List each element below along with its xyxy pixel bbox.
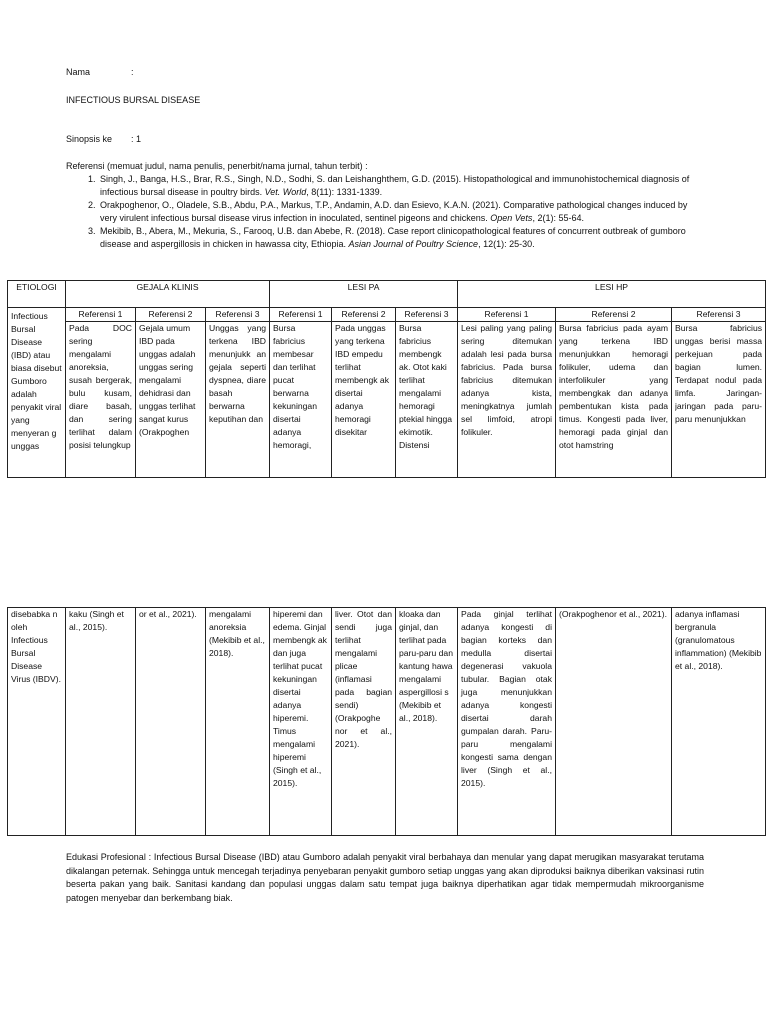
sinopsis-label: Sinopsis ke <box>66 134 113 144</box>
reference-journal: Open Vets <box>490 213 533 223</box>
table-cell: Bursa fabricius membengk ak. Otot kaki terlihat mengalami hemoragi ptekial hingga ekimotik. Distensi <box>396 322 458 478</box>
subheader-cell: Referensi 1 <box>458 308 556 322</box>
etiologi-cell: Infectious Bursal Disease (IBD) atau biasa disebut Gumboro adalah penyakit viral yang menyeran g unggas <box>8 308 66 478</box>
reference-journal: Asian Journal of Poultry Science <box>348 239 479 249</box>
reference-item: 1. Singh, J., Banga, H.S., Brar, R.S., Singh, N.D., Sodhi, S. dan Leishanghthem, G.D. (2015). Histopathological and immunohistochemical diagnosis of infectious bursal disease in poultry birds. Vet. World, 8(11): 1331-1339. <box>98 173 706 199</box>
subheader-cell: Referensi 2 <box>332 308 396 322</box>
table-cell: kloaka dan ginjal, dan terlihat pada paru-paru dan kantung hawa mengalami aspergillosi s (Mekibib et al., 2018). <box>396 608 458 836</box>
table-cell: Unggas yang terkena IBD menunjukk an gejala seperti dyspnea, diare basah berwarna keputihan dan <box>206 322 270 478</box>
reference-section <box>66 160 706 251</box>
header-lesi-hp: LESI HP <box>458 281 766 308</box>
table-cell: Pada unggas yang terkena IBD empedu terlihat membengk ak disertai adanya hemoragi disekitar <box>332 322 396 478</box>
table-cell: mengalami anoreksia (Mekibib et al., 2018). <box>206 608 270 836</box>
table-cell: Bursa fabricius membesar dan terlihat pucat berwarna kekuningan disertai adanya hemoragi, <box>270 322 332 478</box>
document-title: INFECTIOUS BURSAL DISEASE <box>66 95 201 105</box>
table-cell: Pada DOC sering mengalami anoreksia, susah bergerak, bulu kusam, diare basah, dan sering terlihat dalam posisi telungkup <box>66 322 136 478</box>
table-cell: (Orakpoghenor et al., 2021). <box>556 608 672 836</box>
lesion-table-continued <box>7 607 766 836</box>
reference-item: 2. Orakpoghenor, O., Oladele, S.B., Abdu, P.A., Markus, T.P., Andamin, A.D. dan Esievo, K.A.N. (2021). Comparative pathological changes induced by very virulent infectious bursal disease virus infection in inoculated, sentinel pigeons and chickens. Open Vets, 2(1): 55-64. <box>98 199 706 225</box>
edukasi-profesional-paragraph: Edukasi Profesional : Infectious Bursal Disease (IBD) atau Gumboro adalah penyakit viral berbahaya dan menular yang dapat merugikan masyarakat terutama dikalangan peternak. Sehingga untuk mencegah terjadinya penyebaran penyakit gumboro setiap unggas yang akan diproduksi baiknya diberikan vaksinasi rutin beserta pakan yang baik. Sanitasi kandang dan populasi unggas dalam satu tempat juga baiknya diperhatikan agar tidak mempermudah mikroorganisme patogen menyebar dan berkembang biak. <box>66 852 704 903</box>
table-cell: Pada ginjal terlihat adanya kongesti di bagian korteks dan medulla disertai degenerasi vakuola tubular. Bagian otak juga menunjukkan adanya kongesti disertai darah gumpalan darah. Paru-paru mengalami kongesti sama dengan liver (Singh et al., 2015). <box>458 608 556 836</box>
subheader-cell: Referensi 3 <box>672 308 766 322</box>
subheader-cell: Referensi 3 <box>396 308 458 322</box>
lesion-table-top <box>7 280 766 478</box>
table-cell: liver. Otot dan sendi juga terlihat mengalami plicae (inflamasi pada bagian sendi) (Orakpoghe nor et al., 2021). <box>332 608 396 836</box>
table-cell: Bursa fabricius pada ayam yang terkena IBD menunjukkan hemoragi folikuler, udema dan interfolikuler yang membengkak dan adanya pembentukan kista pada timus. Kongesti pada liver, hemoragi pada ginjal dan otot hamstring <box>556 322 672 478</box>
table-cell: Lesi paling yang paling sering ditemukan adalah lesi pada bursa fabricius. Pada bursa fabricius ditemukan adanya kista, meningkatnya jumlah sel limfoid, atropi folikuler. <box>458 322 556 478</box>
header-etiologi: ETIOLOGI <box>8 281 66 308</box>
nama-colon: : <box>131 67 134 77</box>
table-cell: or et al., 2021). <box>136 608 206 836</box>
table-cell: kaku (Singh et al., 2015). <box>66 608 136 836</box>
reference-list <box>66 173 706 251</box>
reference-item: 3. Mekibib, B., Abera, M., Mekuria, S., Farooq, U.B. dan Abebe, R. (2018). Case report clinicopathological features of concurrent outbreak of gumboro disease and aspergillosis in chicken in hawassa city, Ethiopia. Asian Journal of Poultry Science, 12(1): 25-30. <box>98 225 706 251</box>
table-cell: hiperemi dan edema. Ginjal membengk ak dan juga terlihat pucat kekuningan disertai adanya hiperemi. Timus mengalami hiperemi (Singh et al., 2015). <box>270 608 332 836</box>
sinopsis-value: : 1 <box>131 134 142 144</box>
subheader-cell: Referensi 3 <box>206 308 270 322</box>
subheader-cell: Referensi 1 <box>270 308 332 322</box>
header-lesi-pa: LESI PA <box>270 281 458 308</box>
subheader-cell: Referensi 1 <box>66 308 136 322</box>
nama-label: Nama <box>66 67 91 77</box>
header-gejala-klinis: GEJALA KLINIS <box>66 281 270 308</box>
table-cell: Bursa fabricius unggas berisi massa perkejuan pada bagian lumen. Terdapat nodul pada limfa. Jaringan-jaringan pada paru-paru menunjukkan <box>672 322 766 478</box>
subheader-cell: Referensi 2 <box>136 308 206 322</box>
table-cell: disebabka n oleh Infectious Bursal Disease Virus (IBDV). <box>8 608 66 836</box>
table-cell: Gejala umum IBD pada unggas adalah unggas sering mengalami dehidrasi dan unggas terlihat sangat kurus (Orakpoghen <box>136 322 206 478</box>
reference-journal: Vet. World <box>264 187 307 197</box>
subheader-cell: Referensi 2 <box>556 308 672 322</box>
table-cell: adanya inflamasi bergranula (granulomatous inflammation) (Mekibib et al., 2018). <box>672 608 766 836</box>
reference-intro: Referensi (memuat judul, nama penulis, penerbit/nama jurnal, tahun terbit) : <box>66 161 368 171</box>
